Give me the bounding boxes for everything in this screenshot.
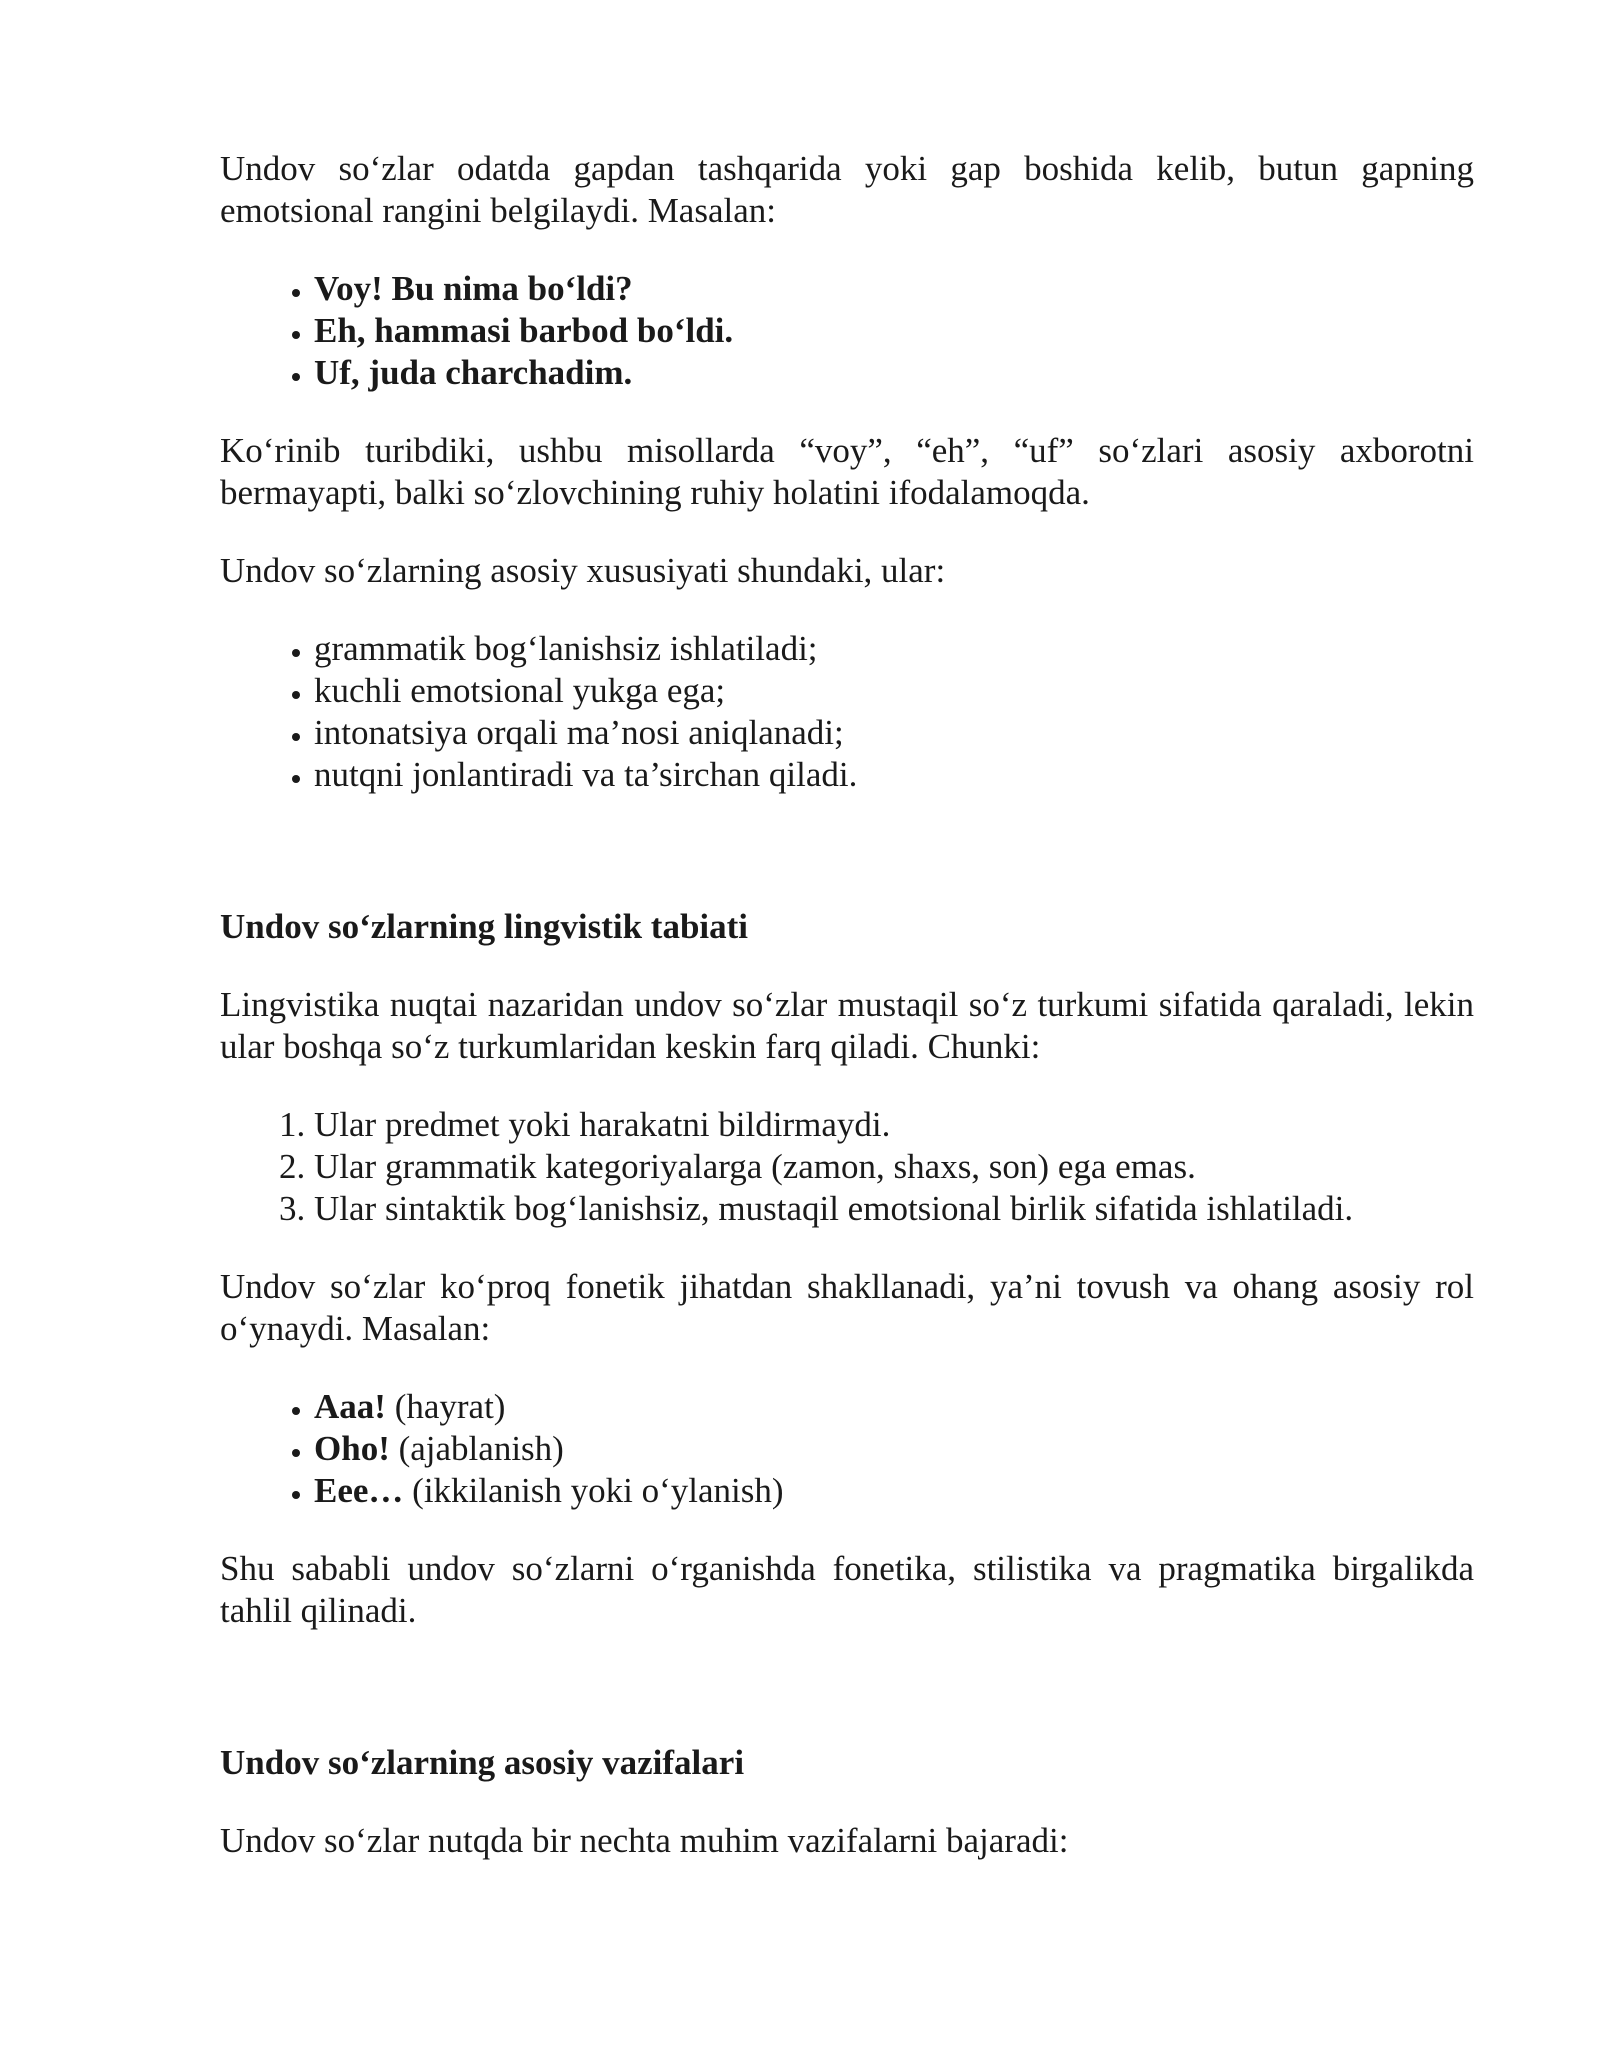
example-word: Eee…: [314, 1471, 404, 1510]
example-meaning: (ikkilanish yoki o‘ylanish): [403, 1471, 784, 1510]
list-item: • kuchli emotsional yukga ega;: [314, 670, 1474, 712]
example-list-2: [220, 1386, 1474, 1512]
list-item: • Voy! Bu nima bo‘ldi?: [314, 268, 1474, 310]
list-item: • Uf, juda charchadim.: [314, 352, 1474, 394]
list-item: • Eh, hammasi barbod bo‘ldi.: [314, 310, 1474, 352]
example-word: Oho!: [314, 1429, 390, 1468]
paragraph-intro: Undov so‘zlar odatda gapdan tashqarida yoki gap boshida kelib, butun gapning emotsional rangini belgilaydi. Masalan:: [220, 149, 1474, 230]
document-page: [220, 148, 1474, 1862]
list-item: 3. Ular sintaktik bog‘lanishsiz, mustaqil emotsional birlik sifatida ishlatiladi.: [314, 1188, 1474, 1230]
list-item: [314, 1428, 1474, 1470]
example-meaning: (hayrat): [385, 1387, 506, 1426]
paragraph-functions-intro: Undov so‘zlar nutqda bir nechta muhim vazifalarni bajaradi:: [220, 1821, 1069, 1860]
reasons-list: [220, 1104, 1474, 1230]
list-item: [314, 1470, 1474, 1512]
list-item: • grammatik bog‘lanishsiz ishlatiladi;: [314, 628, 1474, 670]
list-item: 1. Ular predmet yoki harakatni bildirmaydi.: [314, 1104, 1474, 1146]
section-heading-functions: Undov so‘zlarning asosiy vazifalari: [220, 1743, 745, 1782]
list-item: [314, 1386, 1474, 1428]
example-list-1: [220, 268, 1474, 394]
example-meaning: (ajablanish): [389, 1429, 564, 1468]
list-item: • nutqni jonlantiradi va ta’sirchan qiladi.: [314, 754, 1474, 796]
features-list: [220, 628, 1474, 796]
list-item: • intonatsiya orqali ma’nosi aniqlanadi;: [314, 712, 1474, 754]
paragraph-features-intro: Undov so‘zlarning asosiy xususiyati shundaki, ular:: [220, 551, 946, 590]
example-word: Aaa!: [314, 1387, 386, 1426]
paragraph-conclusion: Shu sababli undov so‘zlarni o‘rganishda fonetika, stilistika va pragmatika birgalikda tahlil qilinadi.: [220, 1549, 1474, 1630]
paragraph-phonetic: Undov so‘zlar ko‘proq fonetik jihatdan shakllanadi, ya’ni tovush va ohang asosiy rol o‘ynaydi. Masalan:: [220, 1267, 1474, 1348]
paragraph-observation: Ko‘rinib turibdiki, ushbu misollarda “voy”, “eh”, “uf” so‘zlari asosiy axborotni bermayapti, balki so‘zlovchining ruhiy holatini ifodalamoqda.: [220, 431, 1474, 512]
section-heading-linguistic: Undov so‘zlarning lingvistik tabiati: [220, 907, 749, 946]
list-item: 2. Ular grammatik kategoriyalarga (zamon, shaxs, son) ega emas.: [314, 1146, 1474, 1188]
paragraph-linguistic: Lingvistika nuqtai nazaridan undov so‘zlar mustaqil so‘z turkumi sifatida qaraladi, lekin ular boshqa so‘z turkumlaridan keskin farq qiladi. Chunki:: [220, 985, 1474, 1066]
